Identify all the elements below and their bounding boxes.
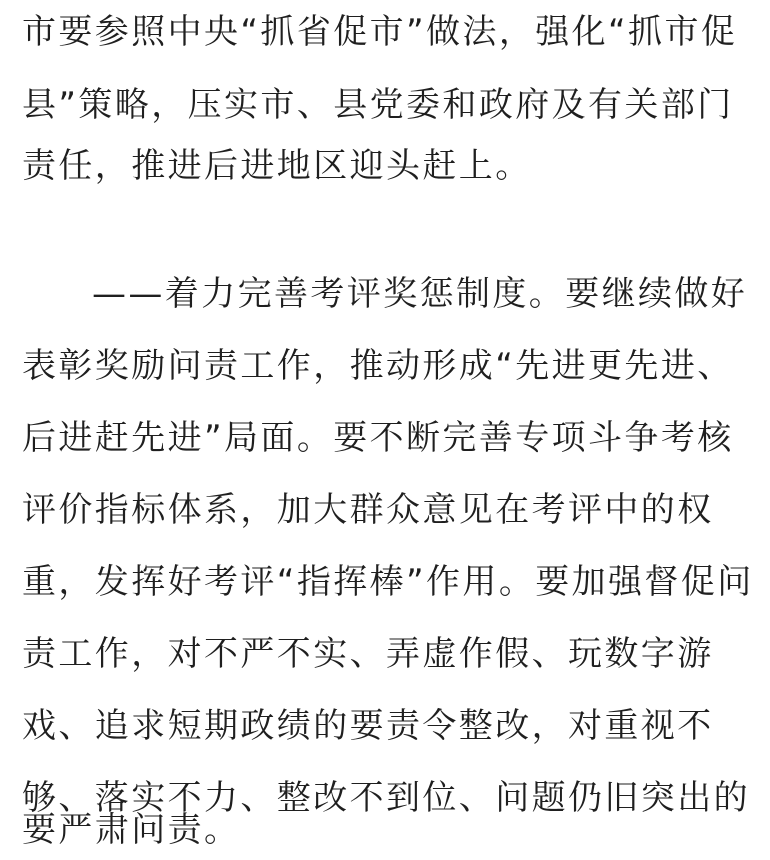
text-line: 市要参照中央“抓省促市”做法，强化“抓市促 xyxy=(22,12,738,52)
text-line: 表彰奖励问责工作，推动形成“先进更先进、 xyxy=(22,346,734,386)
text-line: 戏、追求短期政绩的要责令整改，对重视不 xyxy=(22,706,714,746)
text-line: 责工作，对不严不实、弄虚作假、玩数字游 xyxy=(22,634,714,674)
text-line: 评价指标体系，加大群众意见在考评中的权 xyxy=(22,490,714,530)
text-line: 责任，推进后进地区迎头赶上。 xyxy=(22,146,532,186)
text-line: 重，发挥好考评“指挥棒”作用。要加强督促问 xyxy=(22,562,754,602)
text-line: 后进赶先进”局面。要不断完善专项斗争考核 xyxy=(22,418,734,458)
text-line: 够、落实不力、整改不到位、问题仍旧突出的 xyxy=(22,778,750,818)
text-line: 要严肃问责。 xyxy=(22,810,241,850)
text-line: 县”策略，压实市、县党委和政府及有关部门 xyxy=(22,85,734,125)
text-line: ——着力完善考评奖惩制度。要继续做好 xyxy=(92,274,748,314)
